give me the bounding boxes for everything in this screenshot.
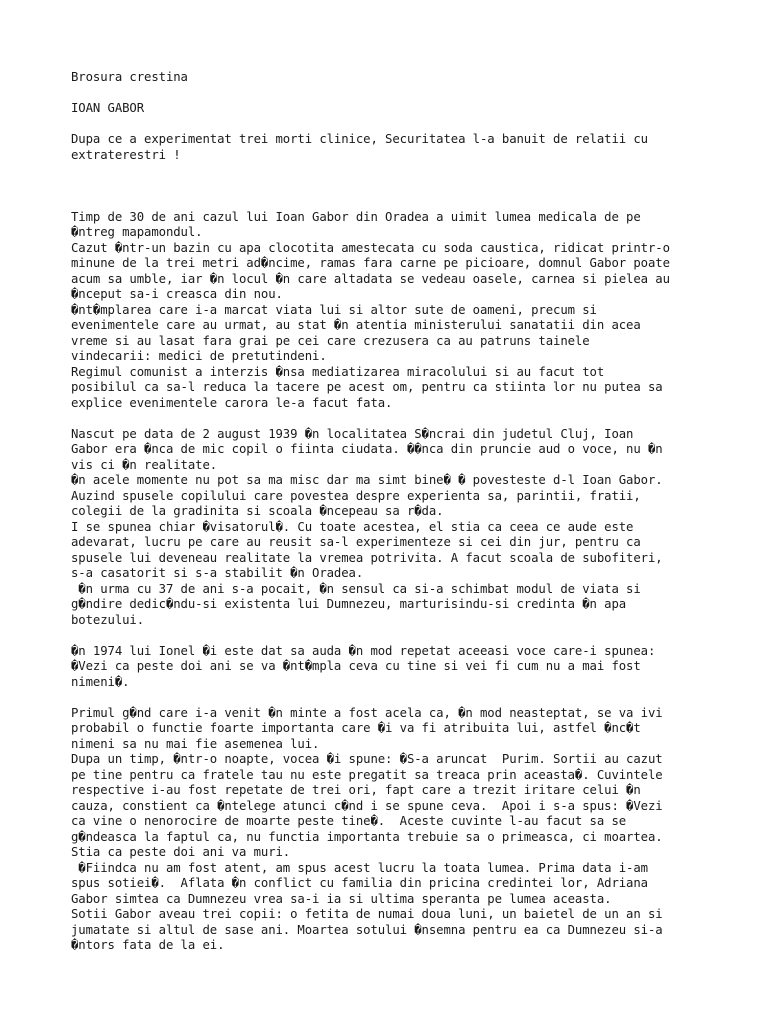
text-line: Sotii Gabor aveau trei copii: o fetita de numai doua luni, un baietel de un an si (71, 907, 663, 921)
text-line: Nascut pe data de 2 august 1939 �n localitatea S�ncrai din judetul Cluj, Ioan (71, 426, 634, 441)
text-line: colegii de la gradinita si scoala �ncepeau sa r�da. (71, 504, 444, 518)
text-line: vis ci �n realitate. (71, 457, 218, 472)
author-name: IOAN GABOR (71, 101, 145, 115)
text-line: adevarat, lucru pe care au reusit sa-l experimenteze si cei din jur, pentru ca (71, 535, 641, 549)
text-line: vreme si au lasat fara grai pe cei care crezusera ca au patruns tainele (71, 333, 590, 348)
document-page (71, 70, 741, 954)
text-line: nimeni�. (71, 674, 130, 689)
text-line: Gabor simtea ca Dumnezeu vrea sa-i ia si ultima speranta pe lumea aceasta. (71, 891, 612, 906)
text-line: spusele lui deveneau realitate la vremea potrivita. A facut scoala de subofiteri, (71, 550, 663, 565)
text-line: g�ndeasca la faptul ca, nu functia importanta trebuie sa o primeasca, ci moartea. (71, 829, 663, 844)
paragraph (71, 427, 741, 629)
text-line: �n urma cu 37 de ani s-a pocait, �n sensul ca si-a schimbat modul de viata si (71, 581, 641, 596)
text-line: spus sotiei�. Aflata �n conflict cu familia din pricina credintei lor, Adriana (71, 876, 648, 890)
text-line: jumatate si altul de sase ani. Moartea sotului �nsemna pentru ea ca Dumnezeu si-a (71, 922, 663, 937)
text-line: Cazut �ntr-un bazin cu apa clocotita amestecata cu soda caustica, ridicat printr-o (71, 240, 670, 255)
text-line: �Fiindca nu am fost atent, am spus acest lucru la toata lumea. Prima data i-am (71, 860, 648, 875)
text-line: s-a casatorit si s-a stabilit �n Oradea. (71, 566, 364, 580)
subtitle-line: Dupa ce a experimentat trei morti clinice, Securitatea l-a banuit de relatii cu (71, 132, 648, 146)
subtitle (71, 132, 741, 163)
text-line: �n acele momente nu pot sa ma misc dar ma simt bine� � povesteste d-l Ioan Gabor. (71, 473, 663, 487)
text-line: Gabor era �nca de mic copil o fiinta ciudata. ��nca din pruncie aud o voce, nu �n (71, 442, 663, 456)
text-line: Dupa un timp, �ntr-o noapte, vocea �i spune: �S-a aruncat Purim. Sortii au cazut (71, 752, 663, 766)
text-line: Auzind spusele copilului care povestea despre experienta sa, parintii, fratii, (71, 488, 641, 503)
text-line: minune de la trei metri ad�ncime, ramas fara carne pe picioare, domnul Gabor poate (71, 256, 670, 270)
text-line: probabil o functie foarte importanta care �i va fi atribuita lui, astfel �nc�t (71, 721, 641, 735)
text-line: Timp de 30 de ani cazul lui Ioan Gabor din Oradea a uimit lumea medicala de pe (71, 209, 641, 224)
text-line: posibilul ca sa-l reduca la tacere pe acest om, pentru ca stiinta lor nu putea sa (71, 380, 663, 394)
text-line: �ntors fata de la ei. (71, 938, 225, 952)
paragraph (71, 210, 741, 412)
text-line: �nceput sa-i creasca din nou. (71, 287, 283, 301)
text-line: respective i-au fost repetate de trei ori, fapt care a trezit iritare celui �n (71, 783, 641, 797)
text-line: Regimul comunist a interzis �nsa mediatizarea miracolului si au facut tot (71, 364, 605, 379)
text-line: ca vine o nenorocire de moarte peste tine�. Aceste cuvinte l-au facut sa se (71, 814, 627, 828)
text-line: botezului. (71, 612, 145, 627)
text-line: �nt�mplarea care i-a marcat viata lui si altor sute de oameni, precum si (71, 302, 597, 317)
text-line: vindecarii: medici de pretutindeni. (71, 349, 327, 363)
subtitle-line: extraterestri ! (71, 147, 181, 162)
text-line: nimeni sa nu mai fie asemenea lui. (71, 736, 320, 751)
text-line: Primul g�nd care i-a venit �n minte a fost acela ca, �n mod neasteptat, se va ivi (71, 705, 663, 720)
paragraph (71, 706, 741, 954)
document-header: Brosura crestina (71, 70, 188, 84)
text-line: �n 1974 lui Ionel �i este dat sa auda �n mod repetat aceeasi voce care-i spunea: (71, 643, 656, 658)
text-line: explice evenimentele carora le-a facut fata. (71, 395, 393, 410)
text-line: Stia ca peste doi ani va muri. (71, 845, 291, 859)
text-line: �Vezi ca peste doi ani se va �nt�mpla ceva cu tine si vei fi cum nu a mai fost (71, 659, 641, 673)
text-line: �ntreg mapamondul. (71, 225, 203, 239)
text-line: evenimentele care au urmat, au stat �n atentia ministerului sanatatii din acea (71, 318, 641, 332)
text-line: pe tine pentru ca fratele tau nu este pregatit sa treaca prin aceasta�. Cuvintele (71, 767, 663, 782)
text-line: acum sa umble, iar �n locul �n care altadata se vedeau oasele, carnea si pielea au (71, 271, 670, 286)
text-line: I se spunea chiar �visatorul�. Cu toate acestea, el stia ca ceea ce aude este (71, 519, 634, 534)
body-text (71, 210, 741, 954)
paragraph (71, 644, 741, 691)
text-line: g�ndire dedic�ndu-si existenta lui Dumnezeu, marturisindu-si credinta �n apa (71, 597, 627, 611)
text-line: cauza, constient ca �ntelege atunci c�nd i se spune ceva. Apoi i s-a spus: �Vezi (71, 798, 663, 813)
